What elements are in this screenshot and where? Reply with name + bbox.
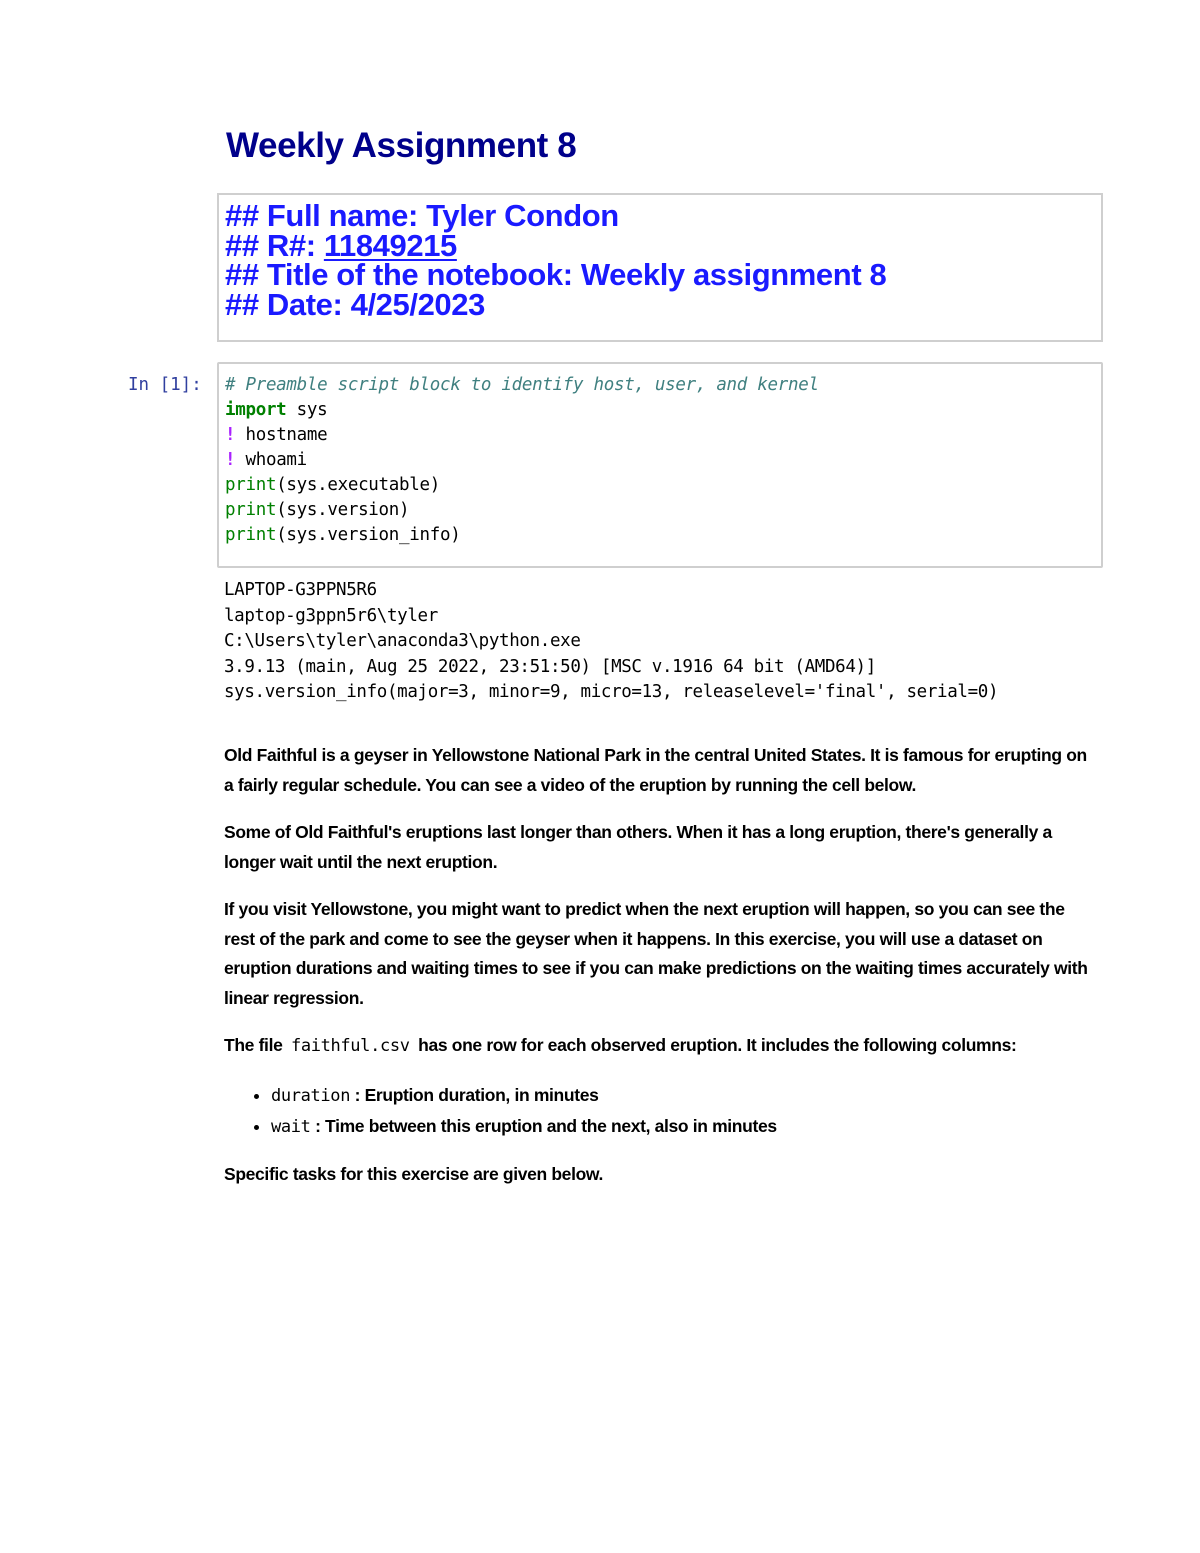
column-description: : Time between this eruption and the next, also in minutes [315, 1115, 777, 1136]
column-list [224, 1080, 1094, 1142]
paragraph: Specific tasks for this exercise are given below. [224, 1163, 604, 1184]
input-prompt: In [1]: [128, 375, 202, 395]
print-args: (sys.version) [276, 500, 410, 520]
paragraph: If you visit Yellowstone, you might want to predict when the next eruption will happen, so you can see the rest of the park and come to see the geyser when it happens. In this exercise, you will use a dataset on eruption durations and waiting times to see if you can make predictions on the waiting times accurately with linear regression. [224, 899, 1088, 1008]
code-line-print [225, 498, 1101, 523]
column-name: duration [271, 1085, 351, 1106]
paragraph-text: has one row for each observed eruption. It includes the following columns: [418, 1035, 1017, 1055]
paragraph [224, 1031, 1094, 1062]
notebook-title-line: ## Title of the notebook: Weekly assignment 8 [225, 257, 887, 292]
code-line-print [225, 523, 1101, 548]
output-line: laptop-g3ppn5r6\tyler [224, 605, 438, 626]
print-builtin: print [225, 500, 277, 520]
paragraph: Some of Old Faithful's eruptions last longer than others. When it has a long eruption, there's generally a longer wait until the next eruption. [224, 822, 1052, 872]
markdown-cell [224, 741, 1094, 1207]
r-number-link[interactable]: 11849215 [323, 227, 457, 263]
full-name-line: ## Full name: Tyler Condon [225, 198, 619, 233]
output-line: LAPTOP-G3PPN5R6 [224, 580, 377, 600]
date-line: ## Date: 4/25/2023 [225, 286, 485, 322]
list-item [271, 1080, 1094, 1111]
output-line: 3.9.13 (main, Aug 25 2022, 23:51:50) [MSC v.1916 64 bit (AMD64)] [224, 656, 876, 677]
code-cell[interactable] [217, 362, 1103, 568]
shell-command: whoami [235, 450, 307, 470]
r-number-label: ## R#: [225, 227, 324, 263]
output-line: C:\Users\tyler\anaconda3\python.exe [224, 631, 581, 651]
paragraph: Old Faithful is a geyser in Yellowstone National Park in the central United States. It is famous for erupting on a fairly regular schedule. You can see a video of the eruption by running the cell below. [224, 745, 1087, 795]
print-args: (sys.executable) [276, 475, 440, 495]
shell-bang: ! [225, 450, 236, 470]
cell-output [224, 578, 998, 706]
print-builtin: print [225, 475, 277, 495]
column-name: wait [271, 1116, 311, 1137]
r-number-line [225, 227, 1101, 263]
inline-code-filename: faithful.csv [290, 1036, 410, 1056]
code-line-print [225, 473, 1101, 498]
print-builtin: print [225, 525, 277, 545]
paragraph-text: The file [224, 1035, 283, 1055]
import-keyword: import [225, 400, 287, 420]
list-item [271, 1111, 1094, 1142]
code-line-hostname [225, 423, 1101, 448]
shell-command: hostname [235, 425, 328, 445]
code-line-whoami [225, 448, 1101, 473]
page-title: Weekly Assignment 8 [226, 126, 577, 165]
header-markdown-cell[interactable] [217, 193, 1103, 342]
code-line-import [225, 398, 1101, 423]
column-description: : Eruption duration, in minutes [354, 1084, 599, 1105]
import-module: sys [286, 400, 328, 420]
print-args: (sys.version_info) [276, 525, 461, 545]
output-line: sys.version_info(major=3, minor=9, micro=13, releaselevel='final', serial=0) [224, 682, 999, 702]
shell-bang: ! [225, 425, 236, 445]
code-comment: # Preamble script block to identify host, user, and kernel [225, 375, 819, 395]
